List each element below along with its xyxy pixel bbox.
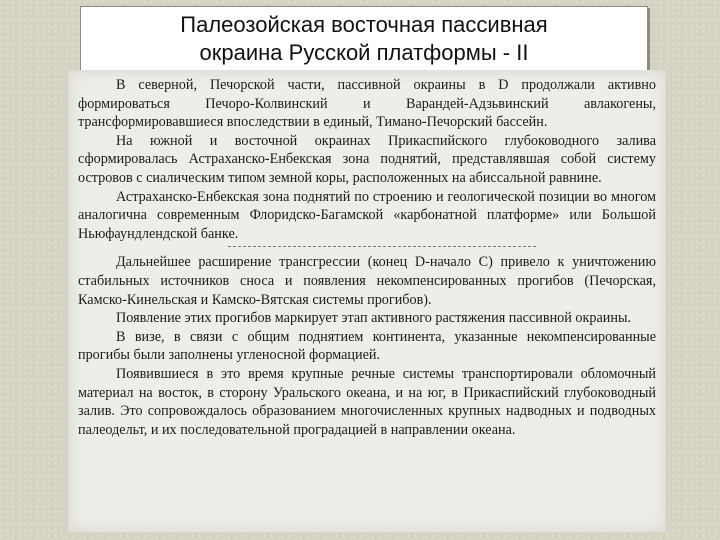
paragraph-astrakhan-zone: На южной и восточной окраинах Прикаспийского глубоководного залива сформировалась Астраханско-Енбекская зона поднятий, представлявшая собой систему островов с сиалическим типом земной коры, расположенных на абиссальной равнине.	[78, 132, 656, 186]
section-divider	[228, 246, 536, 248]
paragraph-river-systems: Появившиеся в это время крупные речные системы транспортировали обломочный материал на восток, в сторону Уральского океана, и на юг, в Прикаспийский глубоководный залив. Это сопровождалось образованием многочисленных крупных надводных и подводных палеодельт, и их последовательной проградацией в направлении океана.	[78, 365, 656, 438]
scanned-page	[67, 70, 667, 532]
slide-title	[80, 6, 648, 72]
paragraph-analogy: Астраханско-Енбекская зона поднятий по строению и геологической позиции во многом аналогична современным Флоридско-Багамской «карбонатной платформе» или Большой Ньюфаундлендской банке.	[78, 188, 656, 242]
slide-title-line-1: Палеозойская восточная пассивная	[180, 12, 548, 37]
slide-title-line-2: окраина Русской платформы - II	[199, 40, 529, 65]
paragraph-extension-stage: Появление этих прогибов маркирует этап активного растяжения пассивной окраины.	[116, 310, 632, 327]
paragraph-transgression: Дальнейшее расширение трансгрессии (конец D-начало C) привело к уничтожению стабильных источников сноса и появления некомпенсированных прогибов (Печорская, Камско-Кинельская и Камско-Вятская системы прогибов).	[78, 254, 656, 308]
paragraph-visean: В визе, в связи с общим поднятием континента, указанные некомпенсированные прогибы были заполнены угленосной формацией.	[78, 328, 656, 364]
paragraph-pechora: В северной, Печорской части, пассивной окраины в D продолжали активно формироваться Печоро-Колвинский и Варандей-Адзьвинский авлакогены, трансформировавшиеся впоследствии в единый, Тимано-Печорский бассейн.	[78, 77, 656, 131]
scanned-text-block	[78, 76, 656, 439]
